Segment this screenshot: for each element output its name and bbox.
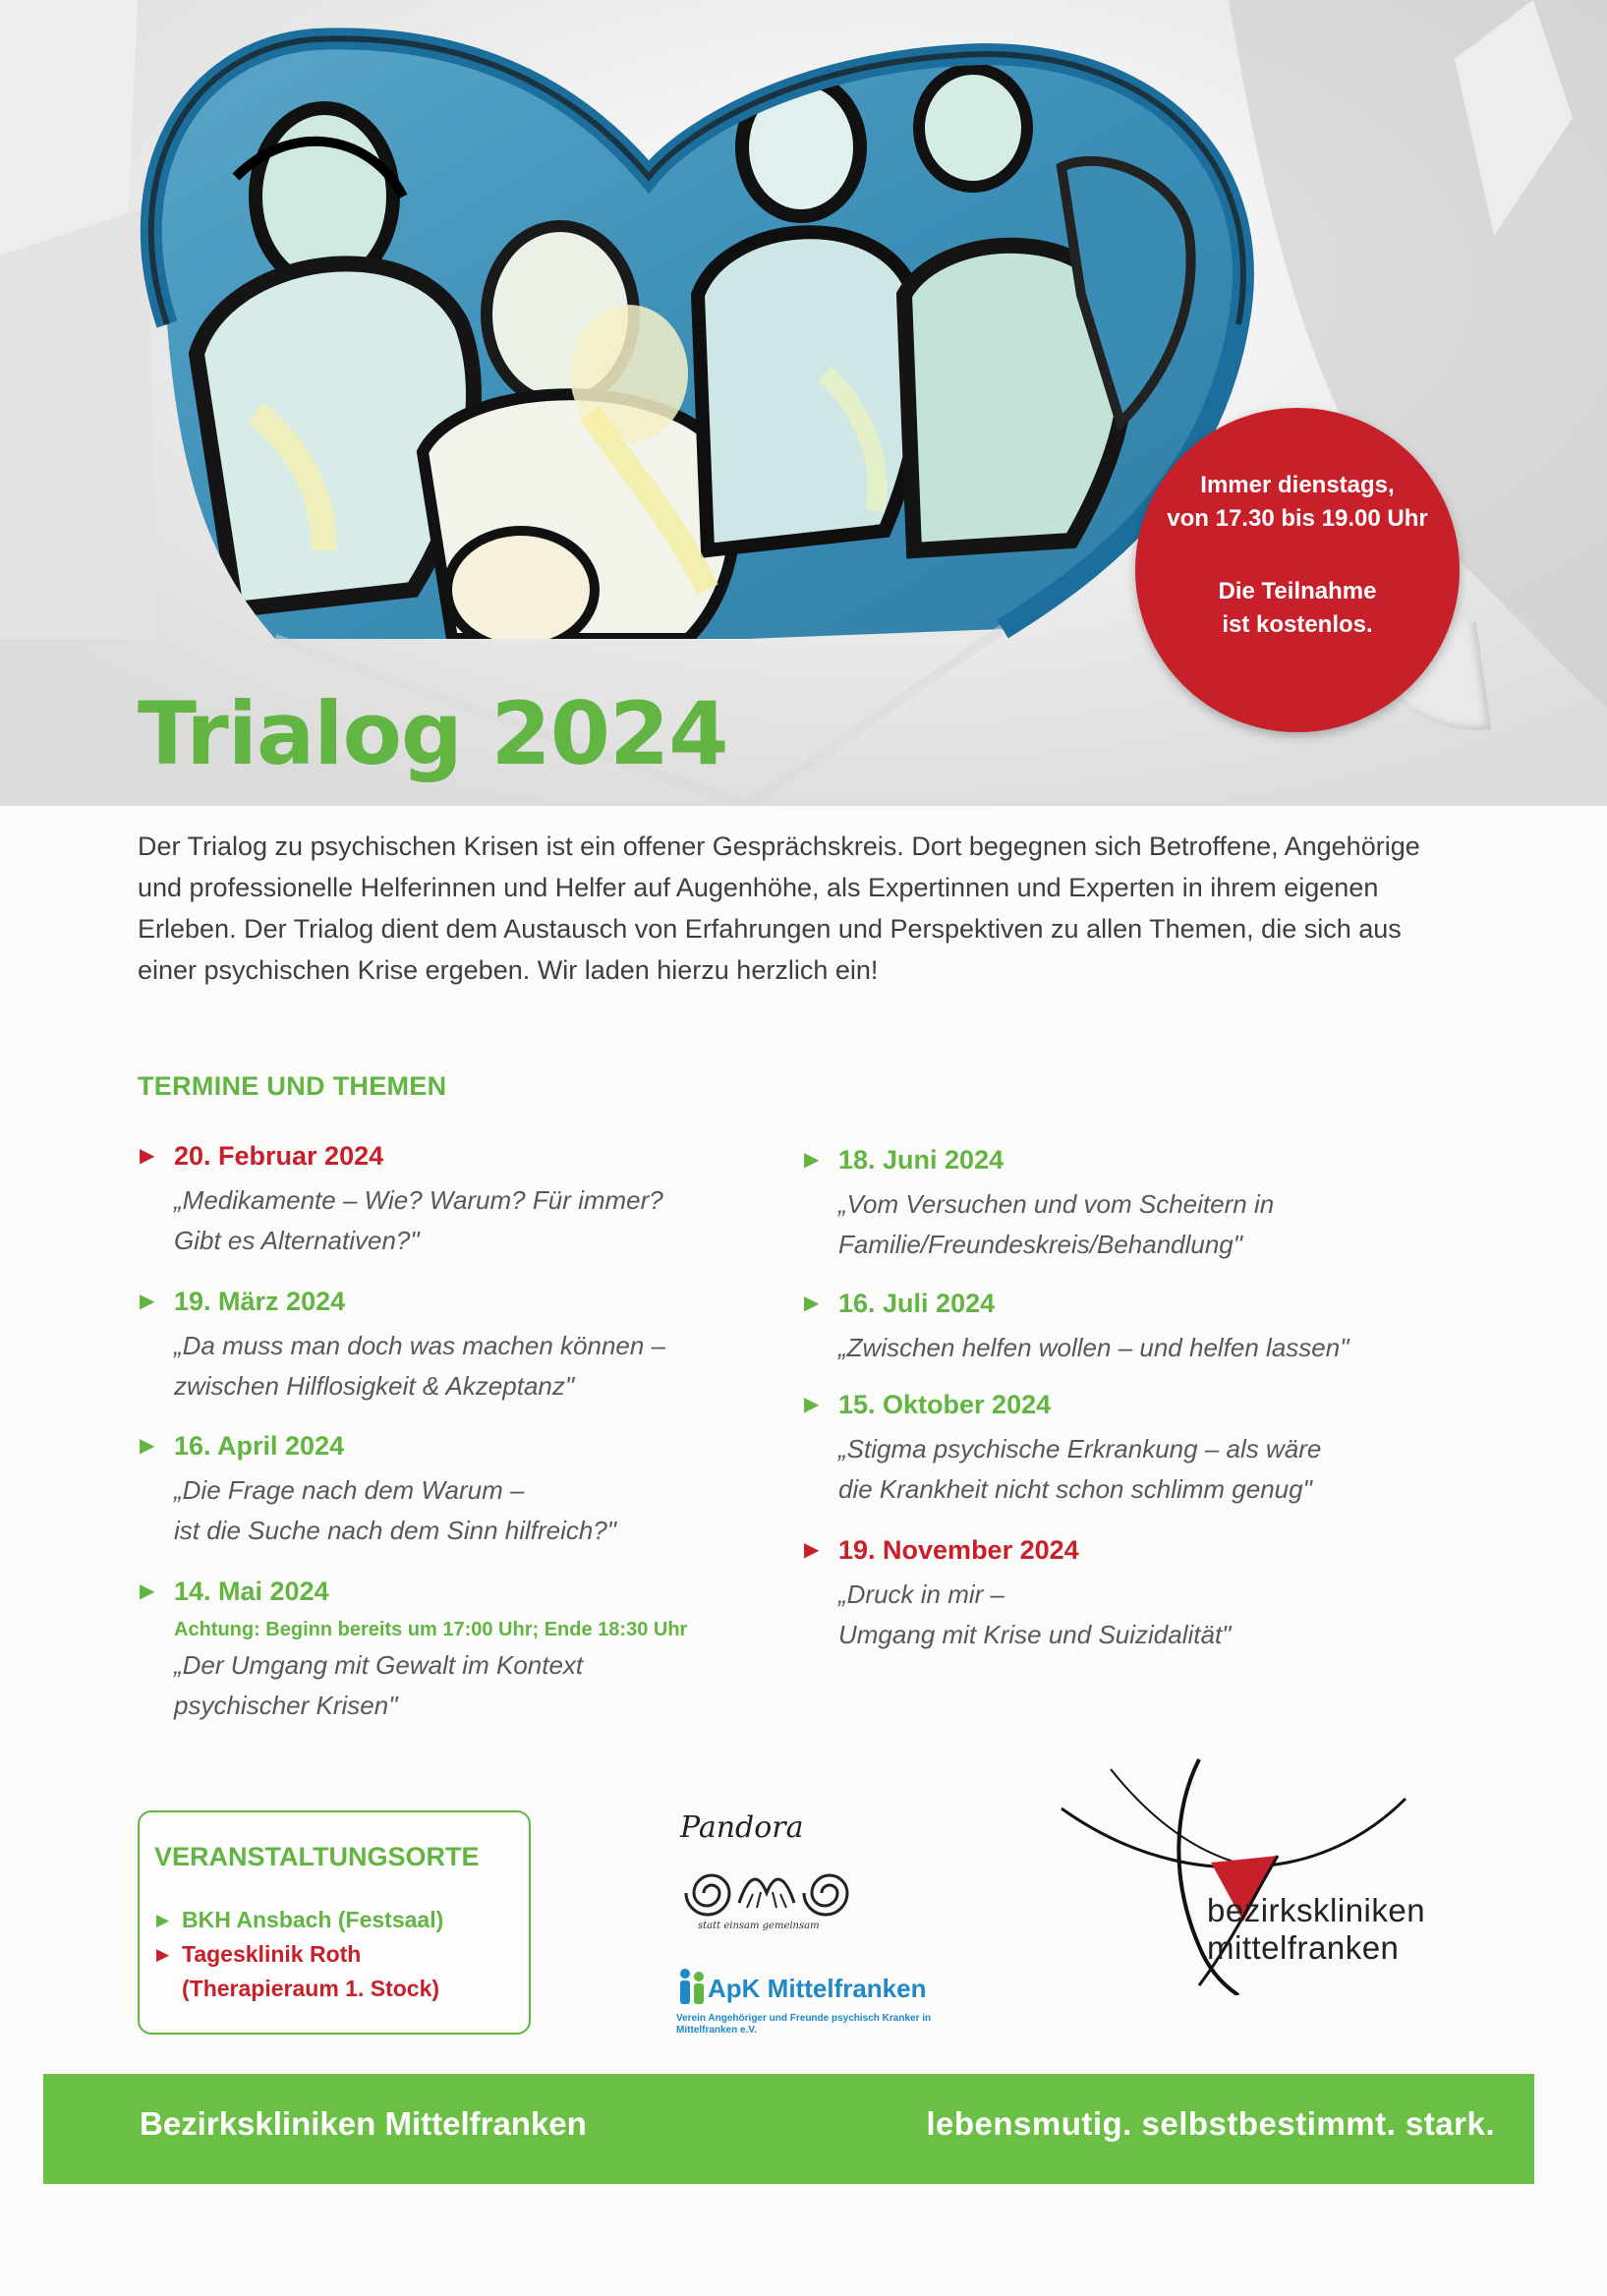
event-item <box>802 1386 1411 1510</box>
event-date-text: 18. Juni 2024 <box>838 1145 1004 1175</box>
footer-organization: Bezirkskliniken Mittelfranken <box>140 2105 587 2142</box>
event-topic-line: psychischer Krisen" <box>174 1691 398 1720</box>
arrow-right-icon: ▶ <box>804 1292 820 1314</box>
footer-slogan: lebensmutig. selbstbestimmt. stark. <box>926 2105 1495 2142</box>
event-topic <box>138 1326 747 1406</box>
pandora-wordmark: Pandora <box>680 1810 804 1845</box>
badge-line-free: ist kostenlos. <box>1222 611 1373 638</box>
event-topic-line: Familie/Freundeskreis/Behandlung" <box>838 1230 1242 1259</box>
event-date-text: 19. März 2024 <box>174 1287 346 1316</box>
event-topic-line: Umgang mit Krise und Suizidalität" <box>838 1620 1232 1649</box>
event-topic <box>802 1328 1411 1368</box>
intro-paragraph: Der Trialog zu psychischen Krisen ist ein offener Gesprächskreis. Dort begegnen sich Betroffene, Angehörige und professionelle Helferinnen und Helfer auf Augenhöhe, als Expertinnen und Experten in ihrem eigenen Erleben. Der Trialog dient dem Austausch von Erfahrungen und Perspektiven zu allen Themen, die sich aus einer psychischen Krise ergeben. Wir laden hierzu herzlich ein! <box>138 832 1420 985</box>
event-topic <box>138 1645 747 1726</box>
badge-free-text <box>1135 575 1460 642</box>
arrow-right-icon: ▶ <box>140 1435 155 1457</box>
event-date <box>802 1285 1411 1322</box>
venue-name: Tagesklinik Roth <box>182 1941 362 1967</box>
event-date-text: 20. Februar 2024 <box>174 1141 384 1171</box>
apk-people-icon <box>676 1968 708 2007</box>
event-topic <box>802 1184 1411 1265</box>
bkm-wordmark-line: mittelfranken <box>1207 1929 1400 1966</box>
venues-heading: VERANSTALTUNGSORTE <box>154 1842 480 1871</box>
section-heading-dates: TERMINE UND THEMEN <box>138 1071 447 1101</box>
event-date-text: 16. Juli 2024 <box>838 1289 996 1318</box>
arrow-right-icon: ▶ <box>140 1145 155 1167</box>
event-date-text: 15. Oktober 2024 <box>838 1390 1052 1419</box>
event-date <box>138 1427 747 1464</box>
event-item <box>138 1137 747 1261</box>
event-item <box>802 1531 1411 1655</box>
event-date-text: 14. Mai 2024 <box>174 1577 329 1606</box>
arrow-right-icon: ▶ <box>804 1149 820 1171</box>
event-date <box>138 1283 747 1320</box>
event-topic <box>138 1180 747 1261</box>
event-topic-line: „Der Umgang mit Gewalt im Kontext <box>174 1650 584 1680</box>
pandora-logo <box>668 1810 855 1938</box>
apk-subtitle: Verein Angehöriger und Freunde psychisch Kranker in Mittelfranken e.V. <box>676 2013 932 2036</box>
badge-line-time: von 17.30 bis 19.00 Uhr <box>1167 505 1428 532</box>
event-date <box>802 1386 1411 1423</box>
arrow-right-icon: ▶ <box>140 1291 155 1312</box>
badge-line-weekday: Immer dienstags, <box>1200 472 1395 498</box>
page-title: Trialog 2024 <box>138 683 728 784</box>
arrow-right-icon: ▶ <box>156 1945 170 1964</box>
event-item <box>138 1427 747 1551</box>
event-item <box>138 1573 747 1726</box>
event-topic-line: „Vom Versuchen und vom Scheitern in <box>838 1189 1275 1219</box>
apk-name: ApK Mittelfranken <box>708 1974 927 2003</box>
event-topic-line: „Stigma psychische Erkrankung – als wäre <box>838 1434 1322 1464</box>
event-topic-line: zwischen Hilflosigkeit & Akzeptanz" <box>174 1371 575 1401</box>
event-topic <box>802 1429 1411 1510</box>
venues-list <box>154 1903 518 2006</box>
event-topic-line: „Die Frage nach dem Warum – <box>174 1475 525 1505</box>
event-date <box>138 1137 747 1175</box>
event-topic-line: „Zwischen helfen wollen – und helfen lassen" <box>838 1333 1349 1362</box>
event-date-text: 19. November 2024 <box>838 1535 1079 1565</box>
event-date <box>802 1531 1411 1569</box>
arrow-right-icon: ▶ <box>804 1394 820 1415</box>
event-topic-line: ist die Suche nach dem Sinn hilfreich?" <box>174 1516 617 1545</box>
bkm-wordmark-line: bezirkskliniken <box>1207 1892 1426 1928</box>
arrow-right-icon: ▶ <box>804 1539 820 1561</box>
schedule-badge <box>1135 408 1460 732</box>
event-topic-line: „Da muss man doch was machen können – <box>174 1331 666 1360</box>
event-topic-line: „Druck in mir – <box>838 1579 1005 1609</box>
event-date <box>802 1141 1411 1178</box>
venue-room: (Therapieraum 1. Stock) <box>182 1976 440 2001</box>
event-topic <box>138 1470 747 1551</box>
event-item <box>138 1283 747 1406</box>
arrow-right-icon: ▶ <box>156 1911 170 1929</box>
event-date-text: 16. April 2024 <box>174 1431 345 1461</box>
venue-item <box>154 1903 518 1937</box>
event-date <box>138 1573 747 1610</box>
arrow-right-icon: ▶ <box>140 1580 155 1602</box>
event-item <box>802 1285 1411 1368</box>
event-note: Achtung: Beginn bereits um 17:00 Uhr; Ende 18:30 Uhr <box>174 1619 688 1640</box>
event-topic-line: „Medikamente – Wie? Warum? Für immer? <box>174 1185 663 1215</box>
badge-schedule-text <box>1135 469 1460 536</box>
footer-band <box>43 2074 1534 2184</box>
event-topic-line: die Krankheit nicht schon schlimm genug" <box>838 1474 1312 1504</box>
venue-name: BKH Ansbach (Festsaal) <box>182 1907 444 1932</box>
venue-item <box>154 1937 518 1972</box>
pandora-tagline: statt einsam gemeinsam <box>698 1921 820 1931</box>
event-item <box>802 1141 1411 1265</box>
badge-line-participation: Die Teilnahme <box>1218 578 1377 604</box>
bkm-wordmark <box>1207 1892 1425 1967</box>
event-topic-line: Gibt es Alternativen?" <box>174 1226 420 1255</box>
venues-box <box>138 1810 531 2035</box>
event-topic <box>802 1575 1411 1655</box>
pandora-spiral-logo <box>678 1854 855 1932</box>
